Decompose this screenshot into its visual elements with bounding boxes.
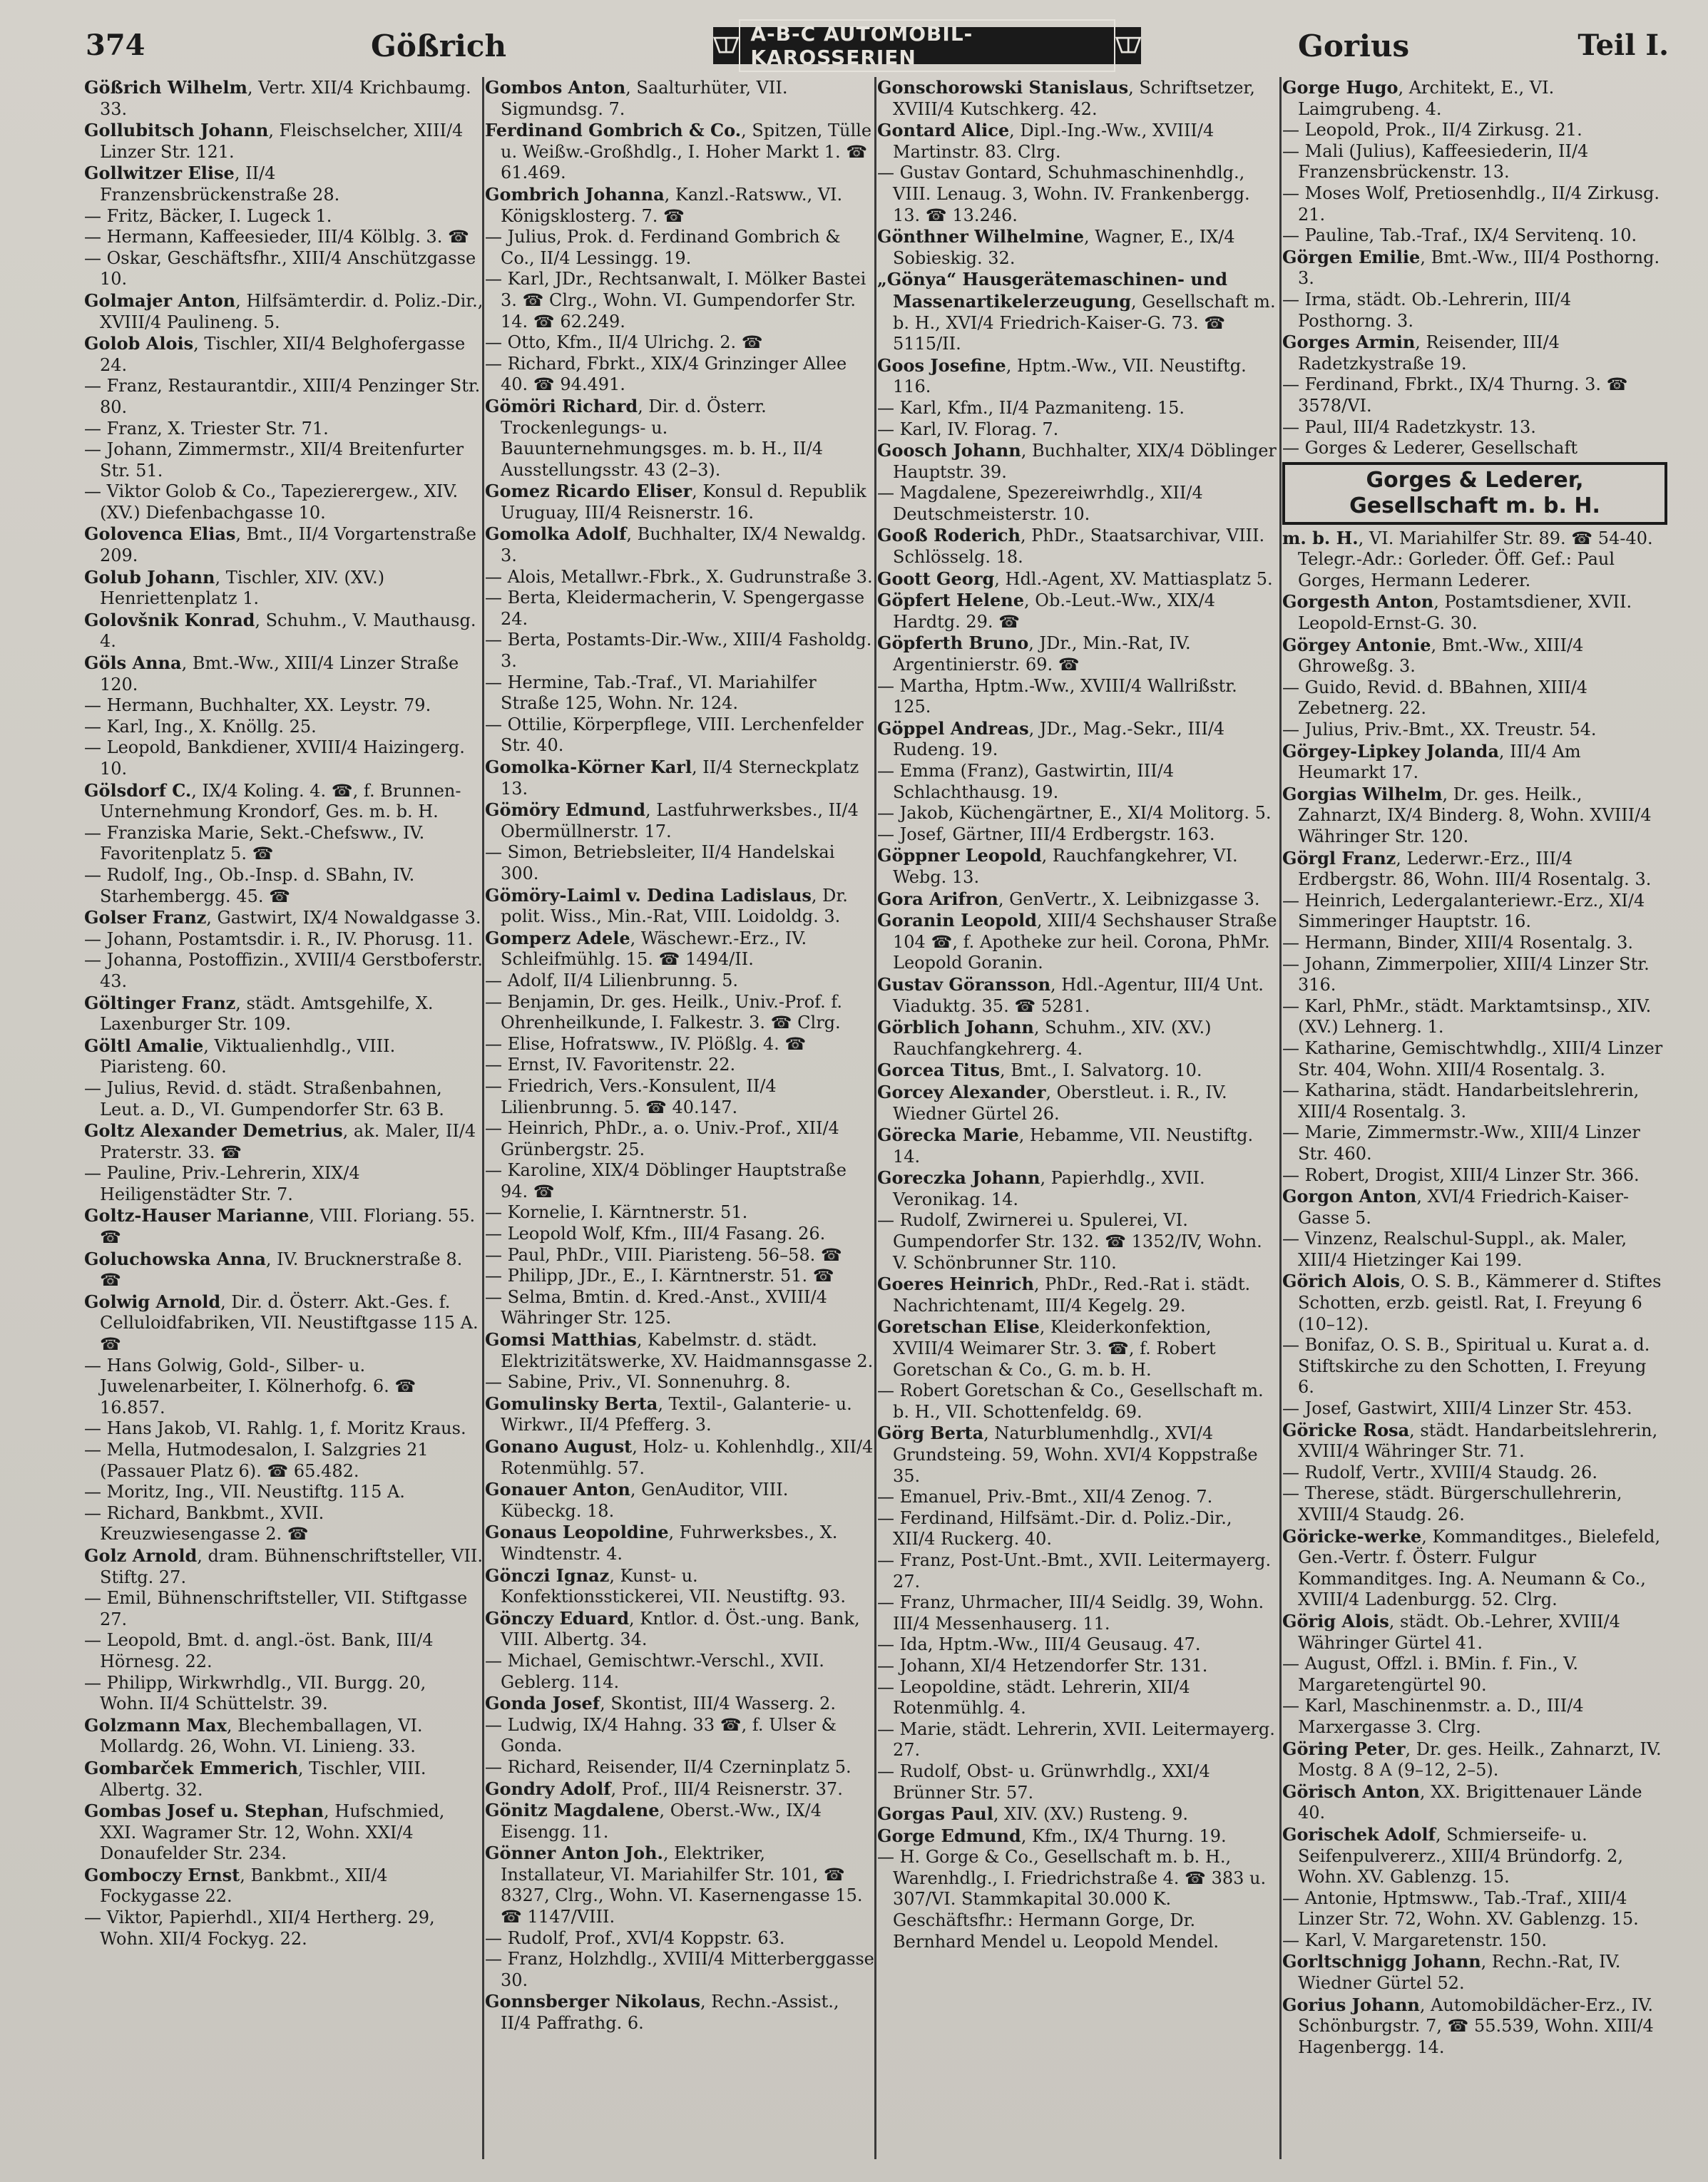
directory-entry: Göltl Amalie, Viktualienhdlg., VIII. Piaristeng. 60. xyxy=(84,1035,396,1077)
directory-entry: — Gustav Gontard, Schuhmaschinenhdlg., VIII. Lenaug. 3, Wohn. IV. Frankenbergg. 13. ☎ 13.246. xyxy=(877,163,1250,225)
directory-entry: — Hans Golwig, Gold-, Silber- u. Juwelenarbeiter, I. Kölnerhofg. 6. ☎ 16.857. xyxy=(84,1355,416,1418)
directory-entry: Gomperz Adele, Wäschewr.-Erz., IV. Schleifmühlg. 15. ☎ 1494/II. xyxy=(485,927,807,970)
directory-entry: — Richard, Fbrkt., XIX/4 Grinzinger Allee 40. ☎ 94.491. xyxy=(485,353,847,395)
directory-entry: Gorges Armin, Reisender, III/4 Radetzkystraße 19. xyxy=(1282,332,1560,374)
directory-entry: — Rudolf, Obst- u. Grünwrhdlg., XXI/4 Brünner Str. 57. xyxy=(877,1761,1210,1803)
directory-entry: Görgey-Lipkey Jolanda, III/4 Am Heumarkt 17. xyxy=(1282,740,1581,783)
directory-entry: Goeres Heinrich, PhDr., Red.-Rat i. städt. Nachrichtenamt, III/4 Kegelg. 29. xyxy=(877,1274,1251,1316)
directory-entry: Goreczka Johann, Papierhdlg., XVII. Veronikag. 14. xyxy=(877,1167,1205,1209)
directory-entry: Goott Georg, Hdl.-Agent, XV. Mattiasplatz 5. xyxy=(877,568,1273,589)
directory-entry: Gooß Roderich, PhDr., Staatsarchivar, VIII. Schlösselg. 18. xyxy=(877,525,1265,568)
directory-entry: — Hermine, Tab.-Traf., VI. Mariahilfer Straße 125, Wohn. Nr. 124. xyxy=(485,672,817,714)
directory-entry: — H. Gorge & Co., Gesellschaft m. b. H., Warenhdlg., I. Friedrichstraße 4. ☎ 383 u. 307/VI. Stammkapital 30.000 K. Geschäftsfhr.: Hermann Gorge, Dr. Bernhard Mendel u. Leopold Mendel. xyxy=(877,1847,1267,1952)
column-divider xyxy=(1279,77,1282,2159)
directory-entry: — Franziska Marie, Sekt.-Chefsww., IV. Favoritenplatz 5. ☎ xyxy=(84,822,425,864)
directory-entry: „Gönya“ Hausgerätemaschinen- und Massenartikelerzeugung, Gesellschaft m. b. H., XVI/4 Friedrich-Kaiser-G. 73. ☎ 5115/II. xyxy=(877,269,1276,354)
directory-entry: — Therese, städt. Bürgerschullehrerin, XVIII/4 Staudg. 26. xyxy=(1282,1483,1622,1525)
directory-entry: m. b. H., VI. Mariahilfer Str. 89. ☎ 54-40. Telegr.-Adr.: Gorleder. Öff. Gef.: Paul Gorges, Hermann Lederer. xyxy=(1282,527,1653,590)
directory-entry: — Karl, JDr., Rechtsanwalt, I. Mölker Bastei 3. ☎ Clrg., Wohn. VI. Gumpendorfer Str. 14. ☎ 62.249. xyxy=(485,269,866,332)
directory-entry: — Leopold, Bmt. d. angl.-öst. Bank, III/4 Hörnesg. 22. xyxy=(84,1630,434,1671)
directory-entry: Gorgon Anton, XVI/4 Friedrich-Kaiser-Gasse 5. xyxy=(1282,1186,1630,1228)
directory-entry: — Karoline, XIX/4 Döblinger Hauptstraße 94. ☎ xyxy=(485,1160,847,1202)
directory-entry: — Heinrich, PhDr., a. o. Univ.-Prof., XII/4 Grünbergstr. 25. xyxy=(485,1118,839,1159)
company-advertisement-box: Gorges & Lederer, Gesellschaft m. b. H. xyxy=(1282,462,1667,525)
directory-column-3 xyxy=(877,77,1278,2166)
volume-part: Teil I. xyxy=(1577,29,1669,62)
directory-entry: — Johann, Postamtsdir. i. R., IV. Phorusg. 11. xyxy=(84,928,474,949)
directory-entry: — Karl, Maschinenmstr. a. D., III/4 Marxergasse 3. Clrg. xyxy=(1282,1696,1584,1737)
directory-entry: Golob Alois, Tischler, XII/4 Belghofergasse 24. xyxy=(84,333,466,375)
directory-entry: — Otto, Kfm., II/4 Ulrichg. 2. ☎ xyxy=(485,332,763,353)
directory-entry: — Julius, Prok. d. Ferdinand Gombrich & Co., II/4 Lessingg. 19. xyxy=(485,227,841,268)
column-divider xyxy=(874,77,876,2159)
directory-entry: Gönitz Magdalene, Oberst.-Ww., IX/4 Eisengg. 11. xyxy=(485,1800,822,1842)
directory-entry: Gombas Josef u. Stephan, Hufschmied, XXI. Wagramer Str. 12, Wohn. XXI/4 Donaufelder Str. 234. xyxy=(84,1801,445,1864)
directory-entry: Göricke Rosa, städt. Handarbeitslehrerin, XVIII/4 Währinger Str. 71. xyxy=(1282,1419,1658,1462)
directory-entry: — Pauline, Priv.-Lehrerin, XIX/4 Heiligenstädter Str. 7. xyxy=(84,1163,360,1204)
directory-entry: Göpfert Helene, Ob.-Leut.-Ww., XIX/4 Hardtg. 29. ☎ xyxy=(877,590,1215,632)
directory-entry: — Mali (Julius), Kaffeesiederin, II/4 Franzensbrückenstr. 13. xyxy=(1282,140,1589,183)
directory-column-1 xyxy=(84,77,484,2166)
directory-entry: Görgen Emilie, Bmt.-Ww., III/4 Posthorng. 3. xyxy=(1282,246,1660,289)
directory-entry: — Michael, Gemischtwr.-Verschl., XVII. Geblerg. 114. xyxy=(485,1650,824,1692)
directory-entry: Gorius Johann, Automobildächer-Erz., IV. Schönburgstr. 7, ☎ 55.539, Wohn. XIII/4 Hagenbergg. 14. xyxy=(1282,1994,1654,2057)
directory-entry: Görisch Anton, XX. Brigittenauer Lände 40. xyxy=(1282,1781,1642,1823)
directory-entry: Gorcea Titus, Bmt., I. Salvatorg. 10. xyxy=(877,1060,1202,1081)
directory-entry: — Viktor, Papierhdl., XII/4 Hertherg. 29, Wohn. XII/4 Fockyg. 22. xyxy=(84,1907,435,1949)
directory-entry: — Ida, Hptm.-Ww., III/4 Geusaug. 47. xyxy=(877,1634,1201,1655)
directory-entry: Gorltschnigg Johann, Rechn.-Rat, IV. Wiedner Gürtel 52. xyxy=(1282,1951,1621,1994)
directory-entry: Gomez Ricardo Eliser, Konsul d. Republik Uruguay, III/4 Reisnerstr. 16. xyxy=(485,481,866,523)
directory-entry: Gorge Edmund, Kfm., IX/4 Thurng. 19. xyxy=(877,1825,1227,1846)
column-4-entries-bottom xyxy=(1282,528,1667,2059)
directory-entry: — Katharine, Gemischtwhdlg., XIII/4 Linzer Str. 404, Wohn. XIII/4 Rosentalg. 3. xyxy=(1282,1038,1663,1080)
directory-entry: — Philipp, Wirkwrhdlg., VII. Burgg. 20, Wohn. II/4 Schüttelstr. 39. xyxy=(84,1672,426,1714)
directory-entry: — Irma, städt. Ob.-Lehrerin, III/4 Posthorng. 3. xyxy=(1282,289,1572,331)
column-4-entries-top xyxy=(1282,77,1667,459)
directory-entry: — Martha, Hptm.-Ww., XVIII/4 Wallrißstr. 125. xyxy=(877,675,1237,717)
directory-entry: — Guido, Revid. d. BBahnen, XIII/4 Zebetnerg. 22. xyxy=(1282,677,1588,719)
directory-entry: Goretschan Elise, Kleiderkonfektion, XVIII/4 Weimarer Str. 3. ☎, f. Robert Goretschan & Co., G. m. b. H. xyxy=(877,1316,1216,1380)
directory-entry: — Philipp, JDr., E., I. Kärntnerstr. 51. ☎ xyxy=(485,1266,834,1286)
directory-entry: — Emma (Franz), Gastwirtin, III/4 Schlachthausg. 19. xyxy=(877,761,1175,802)
directory-entry: — Heinrich, Ledergalanteriewr.-Erz., XI/4 Simmeringer Hauptstr. 16. xyxy=(1282,890,1645,932)
directory-entry: Göricke-werke, Kommanditges., Bielefeld, Gen.-Vertr. f. Österr. Fulgur Kommanditges. Ing. A. Neumann & Co., XVIII/4 Ladenburgg. 52. Clrg. xyxy=(1282,1525,1661,1610)
directory-entry: Golz Arnold, dram. Bühnenschriftsteller, VII. Stiftg. 27. xyxy=(84,1545,483,1587)
directory-entry: — Josef, Gärtner, III/4 Erdbergstr. 163. xyxy=(877,824,1215,844)
directory-entry: — Marie, städt. Lehrerin, XVII. Leitermayerg. 27. xyxy=(877,1719,1275,1761)
directory-entry: Gorge Hugo, Architekt, E., VI. Laimgrubeng. 4. xyxy=(1282,77,1555,119)
directory-entry: Görgl Franz, Lederwr.-Erz., III/4 Erdbergstr. 86, Wohn. III/4 Rosentalg. 3. xyxy=(1282,847,1652,890)
directory-entry: — Paul, PhDr., VIII. Piaristeng. 56–58. ☎ xyxy=(485,1244,842,1265)
directory-entry: — Leopold, Bankdiener, XVIII/4 Haizingerg. 10. xyxy=(84,737,465,779)
directory-entry: — Vinzenz, Realschul-Suppl., ak. Maler, XIII/4 Hietzinger Kai 199. xyxy=(1282,1229,1627,1270)
directory-entry: — Karl, PhMr., städt. Marktamtsinsp., XIV. (XV.) Lehnerg. 1. xyxy=(1282,995,1652,1038)
directory-entry: — Josef, Gastwirt, XIII/4 Linzer Str. 453. xyxy=(1282,1398,1632,1419)
directory-entry: Goosch Johann, Buchhalter, XIX/4 Döblinger Hauptstr. 39. xyxy=(877,440,1277,482)
directory-entry: Gonnsberger Nikolaus, Rechn.-Assist., II/4 Paffrathg. 6. xyxy=(485,1991,839,2034)
directory-entry: — Elise, Hofratsww., IV. Plößlg. 4. ☎ xyxy=(485,1033,807,1054)
directory-entry: Görecka Marie, Hebamme, VII. Neustiftg. 14. xyxy=(877,1125,1254,1167)
directory-entry: Gorgesth Anton, Postamtsdiener, XVII. Leopold-Ernst-G. 30. xyxy=(1282,591,1632,634)
directory-entry: Golzmann Max, Blechemballagen, VI. Mollardg. 26, Wohn. VI. Linieng. 33. xyxy=(84,1714,423,1757)
directory-entry: Gölsdorf C., IX/4 Koling. 4. ☎, f. Brunnen-Unternehmung Krondorf, Ges. m. b. H. xyxy=(84,779,461,822)
directory-entry: — Julius, Priv.-Bmt., XX. Treustr. 54. xyxy=(1282,719,1597,740)
directory-entry: Gollubitsch Johann, Fleischselcher, XIII/4 Linzer Str. 121. xyxy=(84,120,464,162)
directory-entry: Golovšnik Konrad, Schuhm., V. Mauthausg. 4. xyxy=(84,609,476,652)
directory-entry: — Leopold, Prok., II/4 Zirkusg. 21. xyxy=(1282,120,1582,140)
directory-entry: — Johann, Zimmerpolier, XIII/4 Linzer Str. 316. xyxy=(1282,953,1650,995)
directory-entry: Gonauer Anton, GenAuditor, VIII. Kübeckg. 18. xyxy=(485,1479,789,1521)
directory-entry: Gombarček Emmerich, Tischler, VIII. Albertg. 32. xyxy=(84,1757,426,1800)
directory-entry: — Hermann, Kaffeesieder, III/4 Kölblg. 3. ☎ xyxy=(84,227,469,247)
directory-column-2 xyxy=(485,77,874,2166)
directory-entry: — Emil, Bühnenschriftsteller, VII. Stiftgasse 27. xyxy=(84,1588,468,1629)
directory-entry: Gönczi Ignaz, Kunst- u. Konfektionsstickerei, VII. Neustiftg. 93. xyxy=(485,1564,846,1607)
directory-entry: Golmajer Anton, Hilfsämterdir. d. Poliz.-Dir., XVIII/4 Paulineng. 5. xyxy=(84,290,484,332)
directory-entry: Gontard Alice, Dipl.-Ing.-Ww., XVIII/4 Martinstr. 83. Clrg. xyxy=(877,120,1214,162)
directory-entry: Görich Alois, O. S. B., Kämmerer d. Stiftes Schotten, erzb. geistl. Rat, I. Freyung 6 (10–12). xyxy=(1282,1271,1662,1334)
directory-entry: Gonano August, Holz- u. Kohlenhdlg., XII/4 Rotenmühlg. 57. xyxy=(485,1436,874,1478)
directory-entry: — Hermann, Binder, XIII/4 Rosentalg. 3. xyxy=(1282,932,1634,953)
directory-entry: — Viktor Golob & Co., Tapezierergew., XIV. (XV.) Diefenbachgasse 10. xyxy=(84,481,459,523)
directory-entry: — Karl, V. Margaretenstr. 150. xyxy=(1282,1930,1548,1950)
directory-entry: — Antonie, Hptmsww., Tab.-Traf., XIII/4 Linzer Str. 72, Wohn. XV. Gablenzg. 15. xyxy=(1282,1888,1639,1930)
directory-entry: Gombos Anton, Saalturhüter, VII. Sigmundsg. 7. xyxy=(485,77,788,119)
directory-entry: Gomolka-Körner Karl, II/4 Sterneckplatz 13. xyxy=(485,757,859,799)
directory-entry: Göppel Andreas, JDr., Mag.-Sekr., III/4 Rudeng. 19. xyxy=(877,717,1225,760)
directory-entry: Göpferth Bruno, JDr., Min.-Rat, IV. Argentinierstr. 69. ☎ xyxy=(877,632,1191,675)
directory-entry: — Sabine, Priv., VI. Sonnenuhrg. 8. xyxy=(485,1372,791,1393)
directory-entry: Gora Arifron, GenVertr., X. Leibnizgasse 3. xyxy=(877,888,1260,909)
directory-entry: — Franz, X. Triester Str. 71. xyxy=(84,418,329,439)
directory-entry: — Franz, Post-Unt.-Bmt., XVII. Leitermayerg. 27. xyxy=(877,1550,1272,1592)
directory-entry: Gombrich Johanna, Kanzl.-Ratsww., VI. Königsklosterg. 7. ☎ xyxy=(485,183,843,226)
directory-entry: — Simon, Betriebsleiter, II/4 Handelskai 300. xyxy=(485,842,835,883)
directory-entry: — Ferdinand, Fbrkt., IX/4 Thurng. 3. ☎ 3578/VI. xyxy=(1282,374,1628,416)
directory-entry: Gößrich Wilhelm, Vertr. XII/4 Krichbaumg. 33. xyxy=(84,77,471,119)
directory-entry: Gorcey Alexander, Oberstleut. i. R., IV. Wiedner Gürtel 26. xyxy=(877,1081,1227,1124)
directory-entry: Gömöri Richard, Dir. d. Österr. Trockenlegungs- u. Bauunternehmungsges. m. b. H., II/4 Ausstellungsstr. 43 (2–3). xyxy=(485,395,824,480)
directory-entry: — Ernst, IV. Favoritenstr. 22. xyxy=(485,1055,736,1075)
directory-entry: — Selma, Bmtin. d. Kred.-Anst., XVIII/4 Währinger Str. 125. xyxy=(485,1286,827,1328)
directory-entry: — Leopoldine, städt. Lehrerin, XII/4 Rotenmühlg. 4. xyxy=(877,1676,1190,1719)
directory-entry: Gonda Josef, Skontist, III/4 Wasserg. 2. xyxy=(485,1693,836,1714)
directory-entry: — Marie, Zimmermstr.-Ww., XIII/4 Linzer Str. 460. xyxy=(1282,1122,1640,1164)
directory-entry: Görblich Johann, Schuhm., XIV. (XV.) Rauchfangkehrerg. 4. xyxy=(877,1017,1212,1059)
directory-entry: Görgey Antonie, Bmt.-Ww., XIII/4 Ghroweßg. 3. xyxy=(1282,634,1584,677)
directory-entry: — Adolf, II/4 Lilienbrunng. 5. xyxy=(485,970,739,990)
directory-entry: Görig Alois, städt. Ob.-Lehrer, XVIII/4 Währinger Gürtel 41. xyxy=(1282,1610,1620,1653)
page-header xyxy=(86,21,1669,71)
directory-entry: Goranin Leopold, XIII/4 Sechshauser Straße 104 ☎, f. Apotheke zur heil. Corona, PhMr. Leopold Goranin. xyxy=(877,910,1277,973)
directory-entry: — Hans Jakob, VI. Rahlg. 1, f. Moritz Kraus. xyxy=(84,1418,466,1439)
directory-entry: Gorischek Adolf, Schmierseife- u. Seifenpulvererz., XIII/4 Bründorfg. 2, Wohn. XV. Gablenzg. 15. xyxy=(1282,1823,1624,1888)
directory-entry: Gönner Anton Joh., Elektriker, Installateur, VI. Mariahilfer Str. 101, ☎ 8327, Clrg., Wohn. VI. Kasernengasse 15. ☎ 1147/VIII. xyxy=(485,1843,863,1927)
directory-entry: Golovenca Elias, Bmt., II/4 Vorgartenstraße 209. xyxy=(84,523,477,566)
directory-entry: Göltinger Franz, städt. Amtsgehilfe, X. Laxenburger Str. 109. xyxy=(84,992,434,1035)
directory-entry: — Jakob, Küchengärtner, E., XI/4 Molitorg. 5. xyxy=(877,803,1272,824)
directory-entry: — Benjamin, Dr. ges. Heilk., Univ.-Prof. f. Ohrenheilkunde, I. Falkestr. 3. ☎ Clrg. xyxy=(485,991,843,1033)
directory-entry: — Kornelie, I. Kärntnerstr. 51. xyxy=(485,1202,748,1223)
directory-entry: — Hermann, Buchhalter, XX. Leystr. 79. xyxy=(84,695,431,716)
car-logo-icon xyxy=(713,31,739,60)
directory-entry: — Franz, Holzhdlg., XVIII/4 Mitterberggasse 30. xyxy=(485,1949,874,1990)
directory-entry: Gomulinsky Berta, Textil-, Galanterie- u. Wirkwr., II/4 Pfefferg. 3. xyxy=(485,1393,852,1435)
directory-entry: — Berta, Postamts-Dir.-Ww., XIII/4 Fasholdg. 3. xyxy=(485,630,872,672)
car-logo-icon xyxy=(1115,31,1141,60)
directory-entry: Gonschorowski Stanislaus, Schriftsetzer, XVIII/4 Kutschkerg. 42. xyxy=(877,77,1255,119)
directory-entry: Gomolka Adolf, Buchhalter, IX/4 Newaldg. 3. xyxy=(485,523,866,566)
directory-entry: — Gorges & Lederer, Gesellschaft xyxy=(1282,438,1577,459)
directory-entry: Göppner Leopold, Rauchfangkehrer, VI. Webg. 13. xyxy=(877,845,1238,887)
advertisement-banner xyxy=(713,22,1141,69)
directory-entry: — Moritz, Ing., VII. Neustiftg. 115 A. xyxy=(84,1482,405,1502)
banner-text: A-B-C AUTOMOBIL-KAROSSERIEN xyxy=(739,19,1115,72)
directory-entry: — Karl, IV. Florag. 7. xyxy=(877,419,1059,439)
directory-entry: Göring Peter, Dr. ges. Heilk., Zahnarzt, IV. Mostg. 8 A (9–12, 2–5). xyxy=(1282,1738,1662,1781)
directory-entry: Gorgias Wilhelm, Dr. ges. Heilk., Zahnarzt, IX/4 Binderg. 8, Wohn. XVIII/4 Währinger Str. 120. xyxy=(1282,783,1652,846)
directory-entry: — Katharina, städt. Handarbeitslehrerin, XIII/4 Rosentalg. 3. xyxy=(1282,1080,1640,1122)
directory-entry: Gorgas Paul, XIV. (XV.) Rusteng. 9. xyxy=(877,1803,1188,1825)
directory-entry: Goluchowska Anna, IV. Brucknerstraße 8. ☎ xyxy=(84,1248,463,1291)
directory-entry: Golwig Arnold, Dir. d. Österr. Akt.-Ges. f. Celluloidfabriken, VII. Neustiftgasse 115 A. ☎ xyxy=(84,1291,479,1355)
directory-entry: — Mella, Hutmodesalon, I. Salzgries 21 (Passauer Platz 6). ☎ 65.482. xyxy=(84,1440,429,1481)
directory-entry: — Robert Goretschan & Co., Gesellschaft m. b. H., VII. Schottenfeldg. 69. xyxy=(877,1381,1264,1422)
directory-entry: Gomsi Matthias, Kabelmstr. d. städt. Elektrizitätswerke, XV. Haidmannsgasse 2. xyxy=(485,1329,874,1371)
directory-column-4 xyxy=(1282,77,1667,2166)
directory-entry: — Alois, Metallwr.-Fbrk., X. Gudrunstraße 3. xyxy=(485,566,873,587)
directory-entry: — Magdalene, Spezereiwrhdlg., XII/4 Deutschmeisterstr. 10. xyxy=(877,483,1203,524)
directory-entry: — Emanuel, Priv.-Bmt., XII/4 Zenog. 7. xyxy=(877,1487,1213,1507)
directory-entry: Gömöry Edmund, Lastfuhrwerksbes., II/4 Obermüllnerstr. 17. xyxy=(485,799,859,841)
directory-entry: Goltz Alexander Demetrius, ak. Maler, II/4 Praterstr. 33. ☎ xyxy=(84,1120,476,1162)
directory-entry: — Rudolf, Vertr., XVIII/4 Staudg. 26. xyxy=(1282,1462,1597,1482)
directory-entry: — Friedrich, Vers.-Konsulent, II/4 Lilienbrunng. 5. ☎ 40.147. xyxy=(485,1075,777,1117)
directory-entry: Golub Johann, Tischler, XIV. (XV.) Henriettenplatz 1. xyxy=(84,566,385,609)
directory-entry: Gonaus Leopoldine, Fuhrwerksbes., X. Windtenstr. 4. xyxy=(485,1522,838,1564)
directory-entry: — Franz, Restaurantdir., XIII/4 Penzinger Str. 80. xyxy=(84,376,481,417)
directory-entry: — Berta, Kleidermacherin, V. Spengergasse 24. xyxy=(485,588,865,629)
directory-entry: — Karl, Kfm., II/4 Pazmaniteng. 15. xyxy=(877,397,1185,418)
directory-entry: — Rudolf, Prof., XVI/4 Koppstr. 63. xyxy=(485,1927,785,1948)
directory-entry: — Franz, Uhrmacher, III/4 Seidlg. 39, Wohn. III/4 Messenhauserg. 11. xyxy=(877,1592,1264,1634)
directory-entry: — Karl, Ing., X. Knöllg. 25. xyxy=(84,716,317,737)
header-right-keyword: Gorius xyxy=(1298,29,1410,63)
directory-entry: Gönczy Eduard, Kntlor. d. Öst.-ung. Bank, VIII. Albertg. 34. xyxy=(485,1607,860,1650)
directory-entry: Gönthner Wilhelmine, Wagner, E., IX/4 Sobieskig. 32. xyxy=(877,226,1235,268)
directory-entry: — Ferdinand, Hilfsämt.-Dir. d. Poliz.-Dir., XII/4 Ruckerg. 40. xyxy=(877,1507,1232,1550)
directory-entry: — Rudolf, Zwirnerei u. Spulerei, VI. Gumpendorfer Str. 132. ☎ 1352/IV, Wohn. V. Schönbrunner Str. 110. xyxy=(877,1210,1262,1273)
directory-entry: Göls Anna, Bmt.-Ww., XIII/4 Linzer Straße 120. xyxy=(84,652,459,695)
directory-entry: Gömöry-Laiml v. Dedina Ladislaus, Dr. polit. Wiss., Min.-Rat, VIII. Loidoldg. 3. xyxy=(485,884,848,927)
directory-entry: Golser Franz, Gastwirt, IX/4 Nowaldgasse 3. xyxy=(84,907,481,928)
directory-entry: — Johanna, Postoffizin., XVIII/4 Gerstboferstr. 43. xyxy=(84,950,483,991)
directory-entry: Gustav Göransson, Hdl.-Agentur, III/4 Unt. Viaduktg. 35. ☎ 5281. xyxy=(877,973,1264,1016)
directory-entry: — Richard, Bankbmt., XVII. Kreuzwiesengasse 2. ☎ xyxy=(84,1502,324,1545)
directory-entry: — Ottilie, Körperpflege, VIII. Lerchenfelder Str. 40. xyxy=(485,714,864,756)
directory-entry: — August, Offzl. i. BMin. f. Fin., V. Margaretengürtel 90. xyxy=(1282,1654,1579,1695)
directory-entry: — Fritz, Bäcker, I. Lugeck 1. xyxy=(84,205,332,226)
directory-entry: — Leopold Wolf, Kfm., III/4 Fasang. 26. xyxy=(485,1224,826,1244)
directory-entry: — Julius, Revid. d. städt. Straßenbahnen, Leut. a. D., VI. Gumpendorfer Str. 63 B. xyxy=(84,1077,444,1120)
directory-entry: Görg Berta, Naturblumenhdlg., XVI/4 Grundsteing. 59, Wohn. XVI/4 Koppstraße 35. xyxy=(877,1423,1258,1486)
directory-entry: — Paul, III/4 Radetzkystr. 13. xyxy=(1282,416,1536,437)
directory-entry: — Johann, XI/4 Hetzendorfer Str. 131. xyxy=(877,1655,1208,1676)
directory-entry: Goltz-Hauser Marianne, VIII. Floriang. 55. ☎ xyxy=(84,1205,476,1248)
directory-entry: — Ludwig, IX/4 Hahng. 33 ☎, f. Ulser & Gonda. xyxy=(485,1714,837,1756)
directory-entry: — Rudolf, Ing., Ob.-Insp. d. SBahn, IV. Starhembergg. 45. ☎ xyxy=(84,864,415,906)
directory-entry: — Moses Wolf, Pretiosenhdlg., II/4 Zirkusg. 21. xyxy=(1282,183,1660,225)
header-left-keyword: Gößrich xyxy=(371,29,506,63)
directory-entry: Gondry Adolf, Prof., III/4 Reisnerstr. 37. xyxy=(485,1778,843,1799)
directory-entry: Gomboczy Ernst, Bankbmt., XII/4 Fockygasse 22. xyxy=(84,1864,388,1907)
directory-entry: — Oskar, Geschäftsfhr., XIII/4 Anschützgasse 10. xyxy=(84,247,476,290)
page-number: 374 xyxy=(86,29,145,62)
directory-entry: — Richard, Reisender, II/4 Czerninplatz 5. xyxy=(485,1756,852,1777)
directory-entry: — Pauline, Tab.-Traf., IX/4 Servitenq. 10. xyxy=(1282,225,1637,246)
directory-entry: — Robert, Drogist, XIII/4 Linzer Str. 366. xyxy=(1282,1164,1640,1185)
directory-entry: — Bonifaz, O. S. B., Spiritual u. Kurat a. d. Stiftskirche zu den Schotten, I. Freyung 6. xyxy=(1282,1335,1650,1398)
directory-entry: — Johann, Zimmermstr., XII/4 Breitenfurter Str. 51. xyxy=(84,439,464,481)
directory-entry: Gollwitzer Elise, II/4 Franzensbrückenstraße 28. xyxy=(84,163,340,205)
directory-entry: Goos Josefine, Hptm.-Ww., VII. Neustiftg. 116. xyxy=(877,354,1247,397)
directory-entry: Ferdinand Gombrich & Co., Spitzen, Tülle u. Weißw.-Großhdlg., I. Hoher Markt 1. ☎ 61.469. xyxy=(485,120,872,183)
